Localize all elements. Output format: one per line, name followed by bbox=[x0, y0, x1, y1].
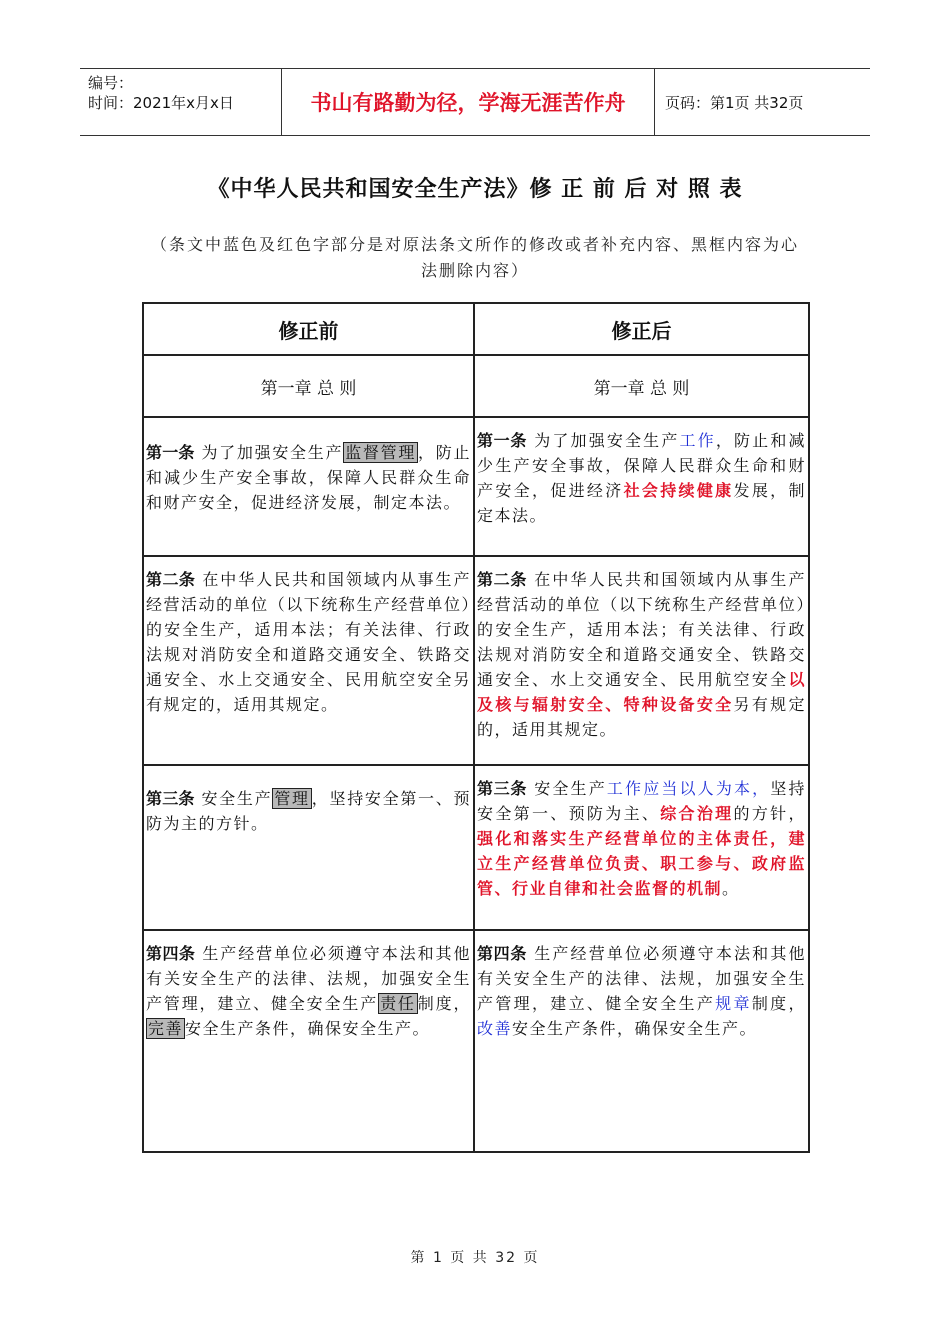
amended-text: 工作应当以人为本， bbox=[606, 779, 771, 798]
article-label: 第二条 bbox=[146, 570, 196, 589]
header-motto: 书山有路勤为径，学海无涯苦作舟 bbox=[282, 69, 655, 135]
column-header-after: 修正后 bbox=[474, 303, 809, 355]
article-text: 发展，制定本法。 bbox=[477, 481, 806, 525]
amended-text: 工作 bbox=[679, 431, 716, 450]
page-header bbox=[80, 68, 870, 136]
article-label: 第一条 bbox=[146, 443, 195, 462]
amended-text: 以及核与辐射安全、特种设备安全 bbox=[477, 670, 806, 714]
page-footer: 第 1 页 共 32 页 bbox=[410, 1250, 540, 1266]
article-text: 。 bbox=[722, 879, 740, 898]
amended-text: 社会持续健康 bbox=[623, 481, 734, 500]
article-text: 安全生产 bbox=[194, 789, 273, 808]
deleted-text: 管理 bbox=[274, 789, 310, 808]
deleted-text: 监督管理 bbox=[345, 443, 417, 462]
article-2-after bbox=[474, 556, 809, 765]
document-title: 《中华人民共和国安全生产法》修 正 前 后 对 照 表 bbox=[207, 176, 743, 202]
chapter-after: 第一章 总 则 bbox=[474, 355, 809, 417]
article-1-after bbox=[474, 417, 809, 556]
amended-text: 改善 bbox=[477, 1019, 513, 1038]
chapter-before: 第一章 总 则 bbox=[143, 355, 474, 417]
number-label: 编号： bbox=[88, 74, 134, 92]
article-text: 在中华人民共和国领域内从事生产经营活动的单位（以下统称生产经营单位）的安全生产，适用本法；有关法律、行政法规对消防安全和道路交通安全、铁路交通安全、水上交通安全、民用航空安全 bbox=[477, 570, 806, 689]
article-text: 坚持安全第一、预防为主、 bbox=[477, 779, 806, 823]
article-label: 第三条 bbox=[477, 779, 527, 798]
article-text: ，防止和减少生产安全事故，保障人民群众生命和财产安全，促进经济发展，制定本法。 bbox=[146, 443, 471, 512]
time-label: 时间：2021年x月x日 bbox=[88, 94, 234, 112]
article-text: ，坚持安全第一、预防为主的方针。 bbox=[146, 789, 471, 833]
deleted-text: 责任 bbox=[380, 994, 416, 1013]
article-label: 第一条 bbox=[477, 431, 527, 450]
column-header-before: 修正前 bbox=[143, 303, 474, 355]
article-1-before bbox=[143, 417, 474, 556]
article-text: 制度， bbox=[417, 994, 471, 1013]
article-text: 另有规定的，适用其规定。 bbox=[477, 695, 806, 739]
article-label: 第二条 bbox=[477, 570, 527, 589]
document-subtitle: （条文中蓝色及红色字部分是对原法条文所作的修改或者补充内容、黑框内容为心法删除内容） bbox=[150, 235, 799, 280]
comparison-table bbox=[142, 302, 810, 1153]
amended-text: 规章 bbox=[715, 994, 752, 1013]
article-text: 安全生产 bbox=[526, 779, 607, 798]
article-text: 安全生产条件，确保安全生产。 bbox=[185, 1019, 431, 1038]
page-info: 页码：第1页 共32页 bbox=[665, 93, 804, 112]
article-2-before bbox=[143, 556, 474, 765]
article-label: 第四条 bbox=[477, 944, 527, 963]
article-label: 第三条 bbox=[146, 789, 195, 808]
article-text: 的方针， bbox=[733, 804, 806, 823]
deleted-text: 完善 bbox=[148, 1019, 184, 1038]
article-text: 制度， bbox=[751, 994, 806, 1013]
article-text: 生产经营单位必须遵守本法和其他有关安全生产的法律、法规，加强安全生产管理，建立、健全安全生产 bbox=[146, 944, 471, 1013]
article-3-before bbox=[143, 765, 474, 930]
amended-text: 综合治理 bbox=[660, 804, 734, 823]
header-meta bbox=[80, 69, 282, 135]
article-text: 为了加强安全生产 bbox=[194, 443, 344, 462]
amended-text: 强化和落实生产经营单位的主体责任，建立生产经营单位负责、职工参与、政府监管、行业自律和社会监督的机制 bbox=[477, 829, 806, 898]
article-text: 为了加强安全生产 bbox=[526, 431, 680, 450]
article-text: 安全生产条件，确保安全生产。 bbox=[512, 1019, 758, 1038]
article-3-after bbox=[474, 765, 809, 930]
article-text: 生产经营单位必须遵守本法和其他有关安全生产的法律、法规，加强安全生产管理，建立、健全安全生产 bbox=[477, 944, 806, 1013]
article-4-after bbox=[474, 930, 809, 1152]
article-4-before bbox=[143, 930, 474, 1152]
article-label: 第四条 bbox=[146, 944, 196, 963]
article-text: ，防止和减少生产安全事故，保障人民群众生命和财产安全，促进经济 bbox=[477, 431, 806, 500]
article-text: 在中华人民共和国领域内从事生产经营活动的单位（以下统称生产经营单位）的安全生产，适用本法；有关法律、行政法规对消防安全和道路交通安全、铁路交通安全、水上交通安全、民用航空安全另有规定的，适用其规定。 bbox=[146, 570, 471, 714]
